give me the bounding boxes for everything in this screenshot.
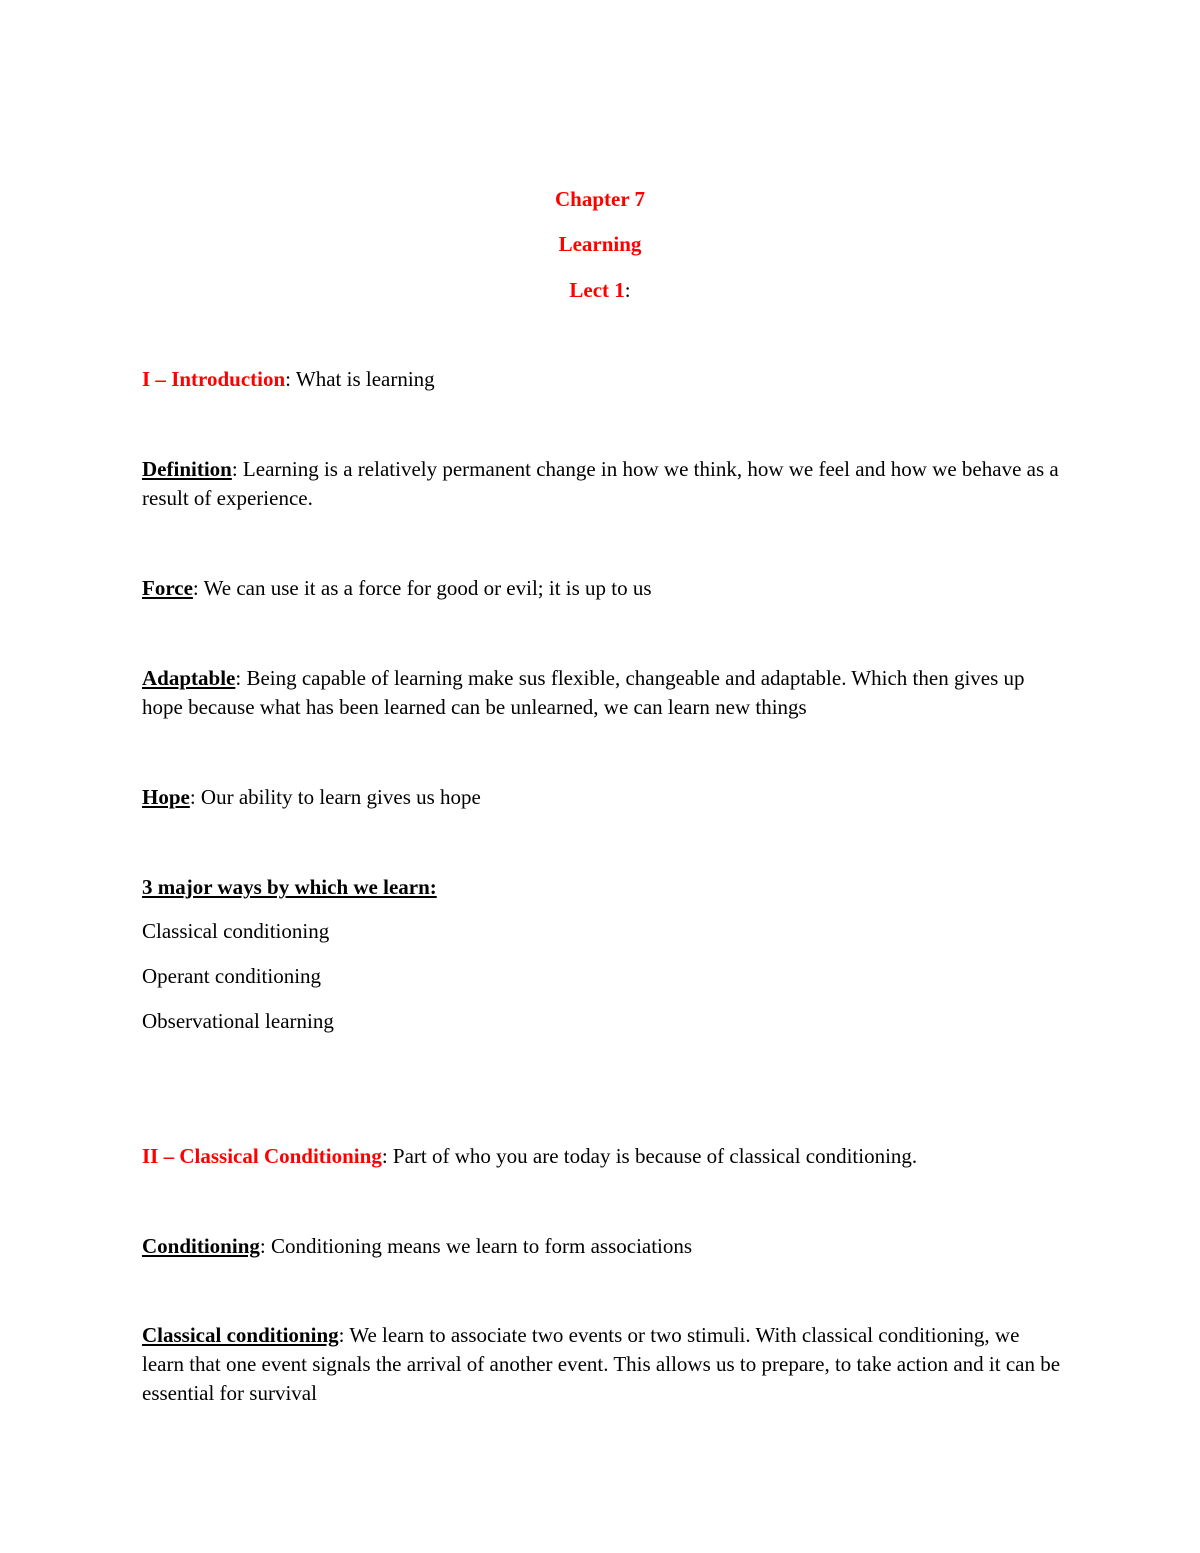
section-number: II – bbox=[142, 1144, 180, 1168]
section-title: Introduction bbox=[171, 367, 286, 391]
conditioning-text: : Conditioning means we learn to form associations bbox=[259, 1234, 693, 1258]
section-number: I – bbox=[142, 367, 172, 391]
adaptable-text: : Being capable of learning make sus flexible, changeable and adaptable. Which then gives up hope because what has been learned can be unlearned, we can learn new things bbox=[142, 666, 1025, 719]
lecture-colon: : bbox=[624, 278, 631, 302]
definition-paragraph bbox=[142, 455, 1062, 513]
classical-conditioning-term: Classical conditioning bbox=[142, 1323, 339, 1347]
classical-conditioning-text: : We learn to associate two events or two stimuli. With classical conditioning, we learn that one event signals the arrival of another event. This allows us to prepare, to take action and it can be essential for survival bbox=[142, 1323, 1061, 1405]
chapter-title: Chapter 7 bbox=[554, 187, 646, 211]
section-subtitle: : What is learning bbox=[285, 367, 435, 391]
conditioning-term: Conditioning bbox=[142, 1234, 260, 1258]
list-item: Operant conditioning bbox=[142, 964, 322, 988]
force-text: : We can use it as a force for good or evil; it is up to us bbox=[192, 576, 652, 600]
section-title: Classical Conditioning bbox=[179, 1144, 382, 1168]
section-subtitle: : Part of who you are today is because of classical conditioning. bbox=[381, 1144, 918, 1168]
section-heading-classical-conditioning bbox=[142, 1142, 1062, 1171]
classical-conditioning-paragraph bbox=[142, 1321, 1062, 1408]
list-item: Classical conditioning bbox=[142, 919, 330, 943]
definition-term: Definition bbox=[142, 457, 232, 481]
lecture-label-text: Lect 1 bbox=[569, 278, 625, 302]
definition-text: : Learning is a relatively permanent change in how we think, how we feel and how we behave as a result of experience. bbox=[142, 457, 1059, 510]
force-term: Force bbox=[142, 576, 193, 600]
lecture-label bbox=[0, 276, 1200, 305]
section-heading-introduction bbox=[142, 365, 1062, 394]
force-paragraph bbox=[142, 574, 1062, 603]
hope-term: Hope bbox=[142, 785, 190, 809]
list-item: Observational learning bbox=[142, 1009, 334, 1033]
adaptable-term: Adaptable bbox=[142, 666, 236, 690]
adaptable-paragraph bbox=[142, 664, 1062, 722]
hope-paragraph bbox=[142, 783, 1062, 812]
document-title: Learning bbox=[558, 232, 642, 256]
ways-heading-text: 3 major ways by which we learn: bbox=[142, 875, 437, 899]
conditioning-paragraph bbox=[142, 1232, 1062, 1261]
ways-heading bbox=[142, 873, 1062, 902]
hope-text: : Our ability to learn gives us hope bbox=[189, 785, 481, 809]
